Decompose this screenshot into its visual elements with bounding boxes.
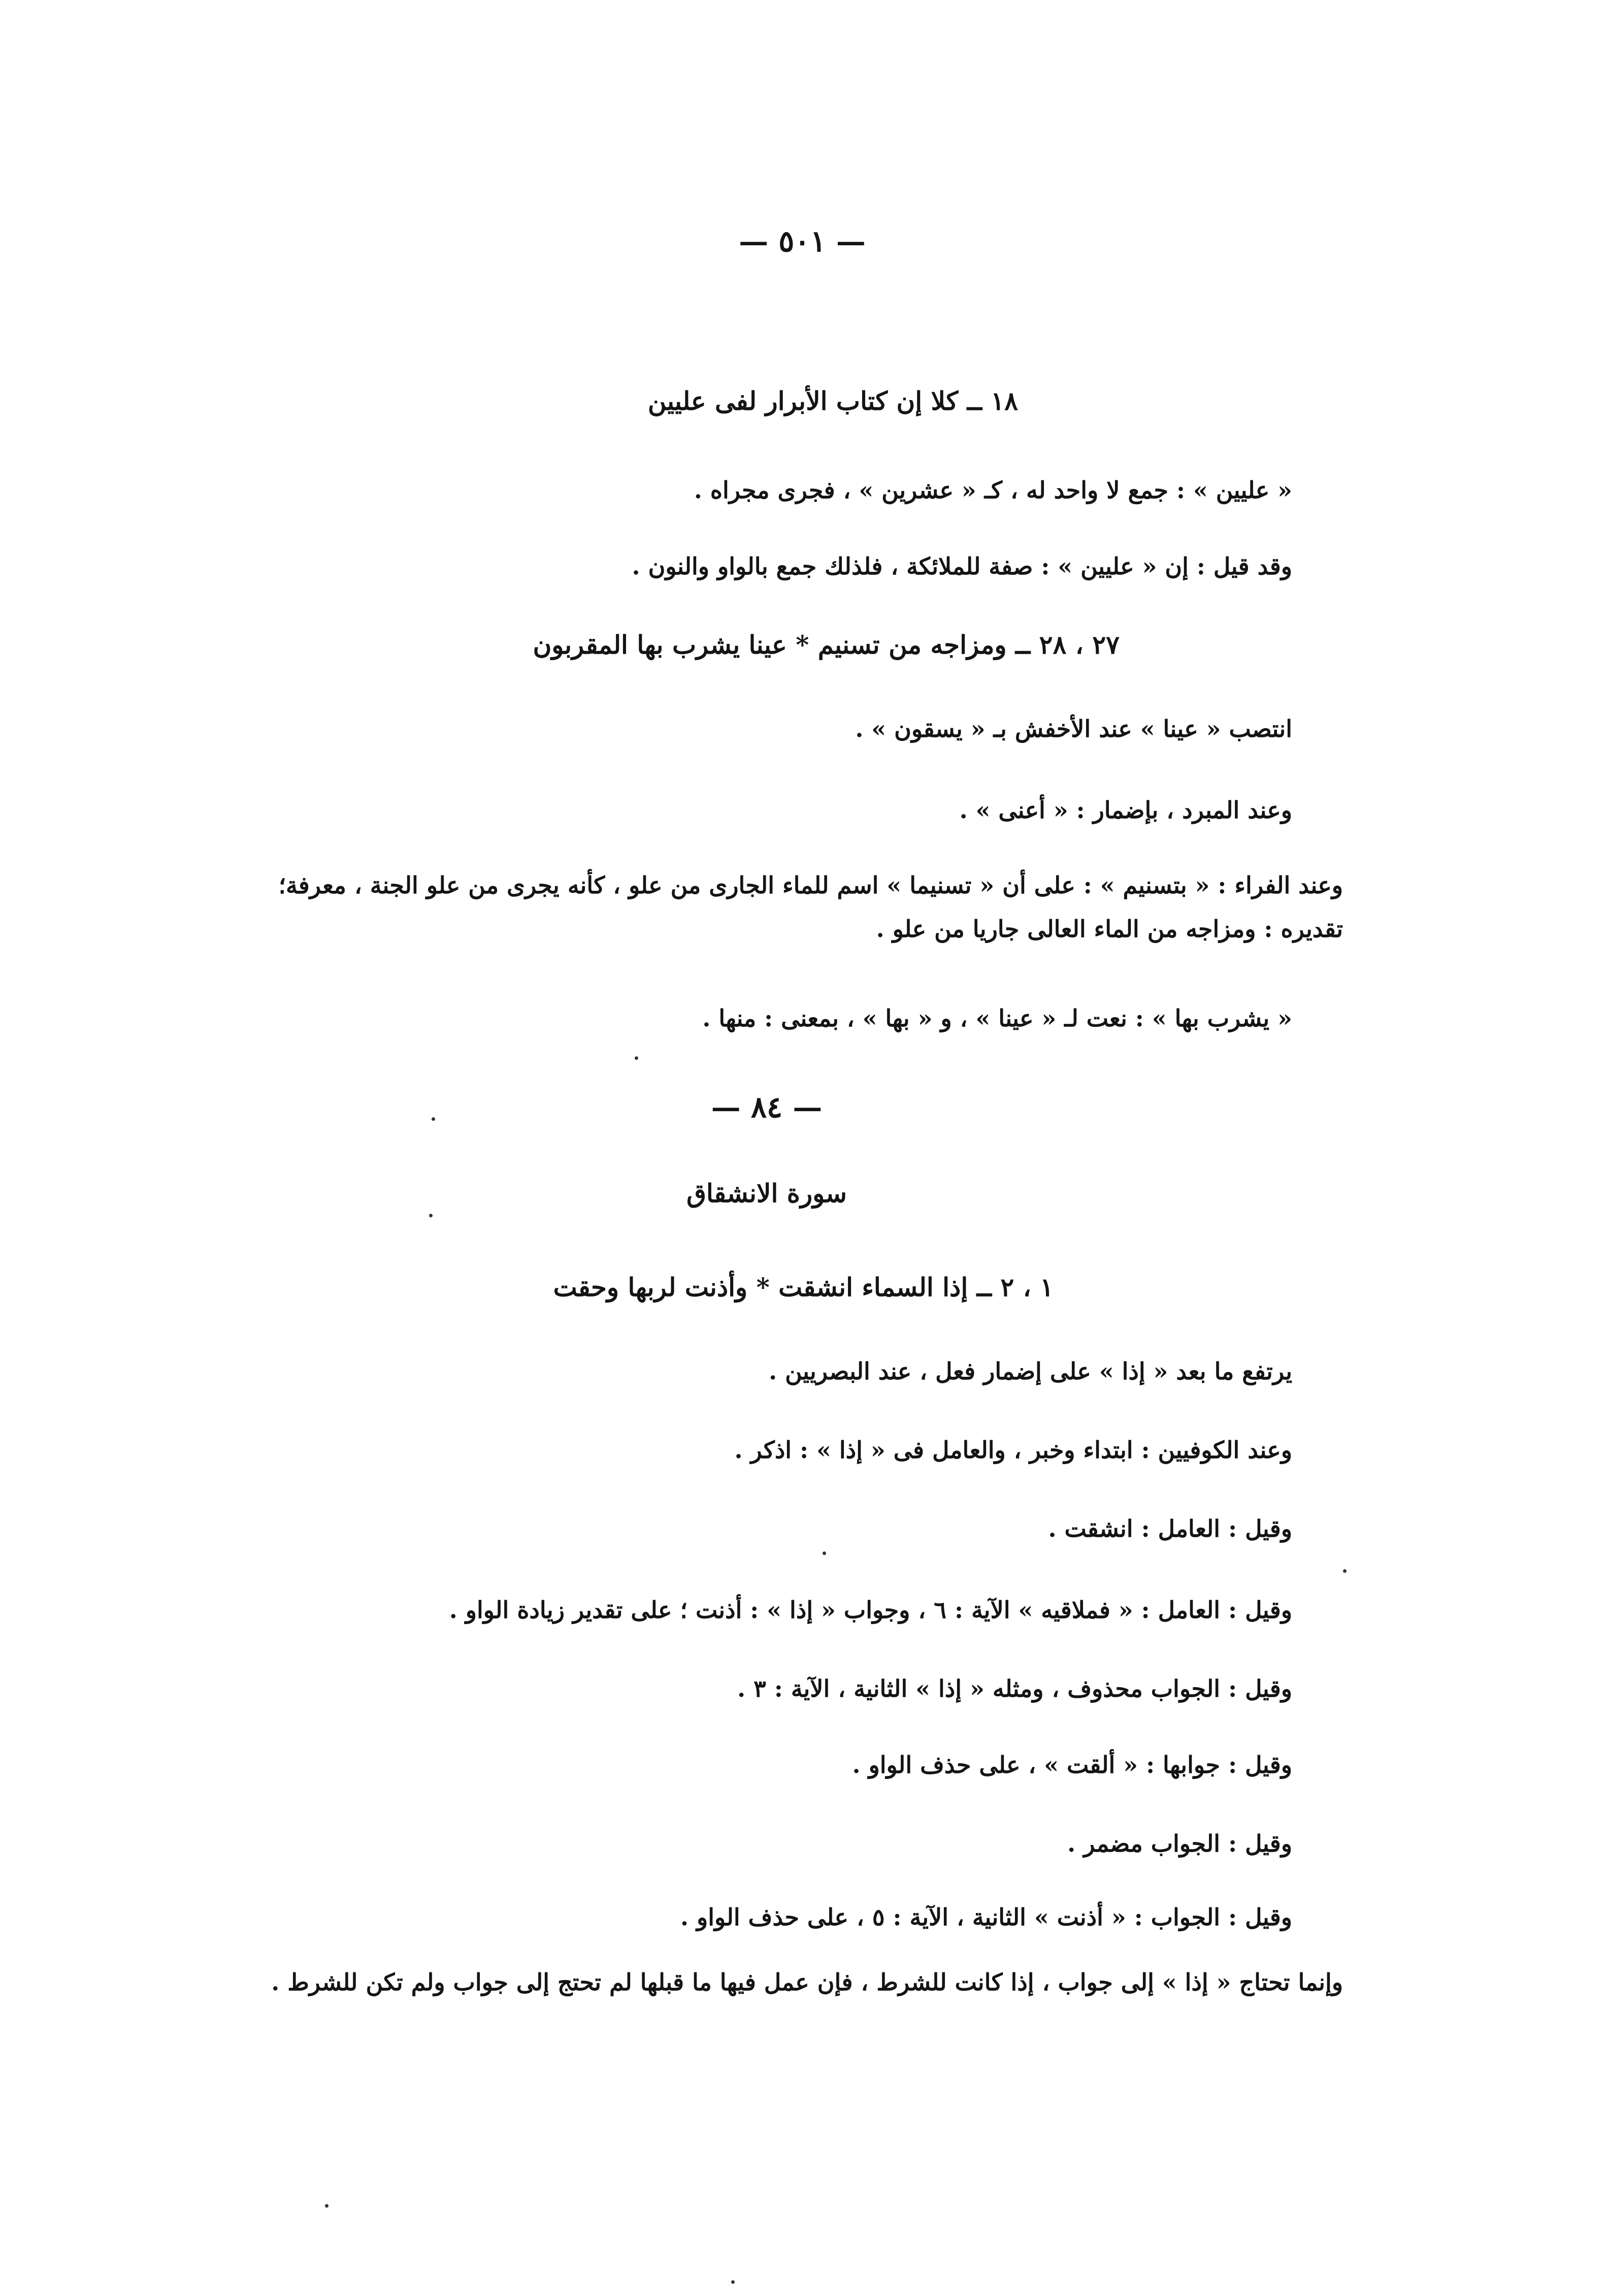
- text-line: وقيل : الجواب محذوف ، ومثله « إذا » الثانية ، الآية : ٣ .: [737, 1675, 1292, 1702]
- text-line: وقد قيل : إن « عليين » : صفة للملائكة ، فلذلك جمع بالواو والنون .: [632, 553, 1292, 580]
- text-line: وعند الكوفيين : ابتداء وخبر ، والعامل فى « إذا » : اذكر .: [734, 1436, 1292, 1464]
- text-paragraph-farra: وعند الفراء : « بتسنيم » : على أن « تسنيما » اسم للماء الجارى من علو ، كأنه يجرى من علو الجنة ، معرفة؛ تقديره : ومزاجه من الماء العالى جاريا من علو .: [278, 871, 1343, 943]
- text-line: وقيل : العامل : انشقت .: [1048, 1515, 1292, 1542]
- chapter-number: — ٨٤ —: [711, 1090, 823, 1124]
- text-line: وقيل : العامل : « فملاقيه » الآية : ٦ ، وجواب « إذا » : أذنت ؛ على تقدير زيادة الواو .: [449, 1596, 1292, 1624]
- scan-speck: [635, 1056, 638, 1060]
- text-paragraph-final: وإنما تحتاج « إذا » إلى جواب ، إذا كانت للشرط ، فإن عمل فيها ما قبلها لم تحتج إلى جواب ولم تكن للشرط .: [271, 1968, 1343, 1996]
- text-line: وقيل : جوابها : « ألقت » ، على حذف الواو .: [852, 1751, 1292, 1778]
- scan-speck: [325, 2204, 329, 2208]
- verse-heading-1-2: ١ ، ٢ ــ إذا السماء انشقت * وأذنت لربها وحقت: [553, 1272, 1054, 1302]
- verse-heading-18: ١٨ ــ كلا إن كتاب الأبرار لفى عليين: [647, 386, 1018, 416]
- surah-title: سورة الانشقاق: [686, 1178, 847, 1208]
- scan-speck: [823, 1551, 826, 1555]
- text-line: وقيل : الجواب : « أذنت » الثانية ، الآية : ٥ ، على حذف الواو .: [680, 1903, 1292, 1931]
- text-line: وقيل : الجواب مضمر .: [1067, 1830, 1292, 1857]
- verse-heading-27-28: ٢٧ ، ٢٨ ــ ومزاجه من تسنيم * عينا يشرب بها المقربون: [533, 630, 1120, 660]
- text-line: يرتفع ما بعد « إذا » على إضمار فعل ، عند البصريين .: [769, 1357, 1292, 1385]
- text-line: انتصب « عينا » عند الأخفش بـ « يسقون » .: [855, 715, 1292, 742]
- scan-speck: [429, 1214, 433, 1217]
- scan-speck: [731, 2280, 735, 2284]
- scan-speck: [432, 1117, 435, 1121]
- page-number: — ٥٠١ —: [739, 224, 866, 258]
- scan-speck: [1343, 1569, 1347, 1573]
- text-line: « عليين » : جمع لا واحد له ، كـ « عشرين » ، فجرى مجراه .: [694, 476, 1292, 504]
- text-line: « يشرب بها » : نعت لـ « عينا » ، و « بها » ، بمعنى : منها .: [702, 1005, 1292, 1032]
- text-line: وعند المبرد ، بإضمار : « أعنى » .: [959, 796, 1292, 824]
